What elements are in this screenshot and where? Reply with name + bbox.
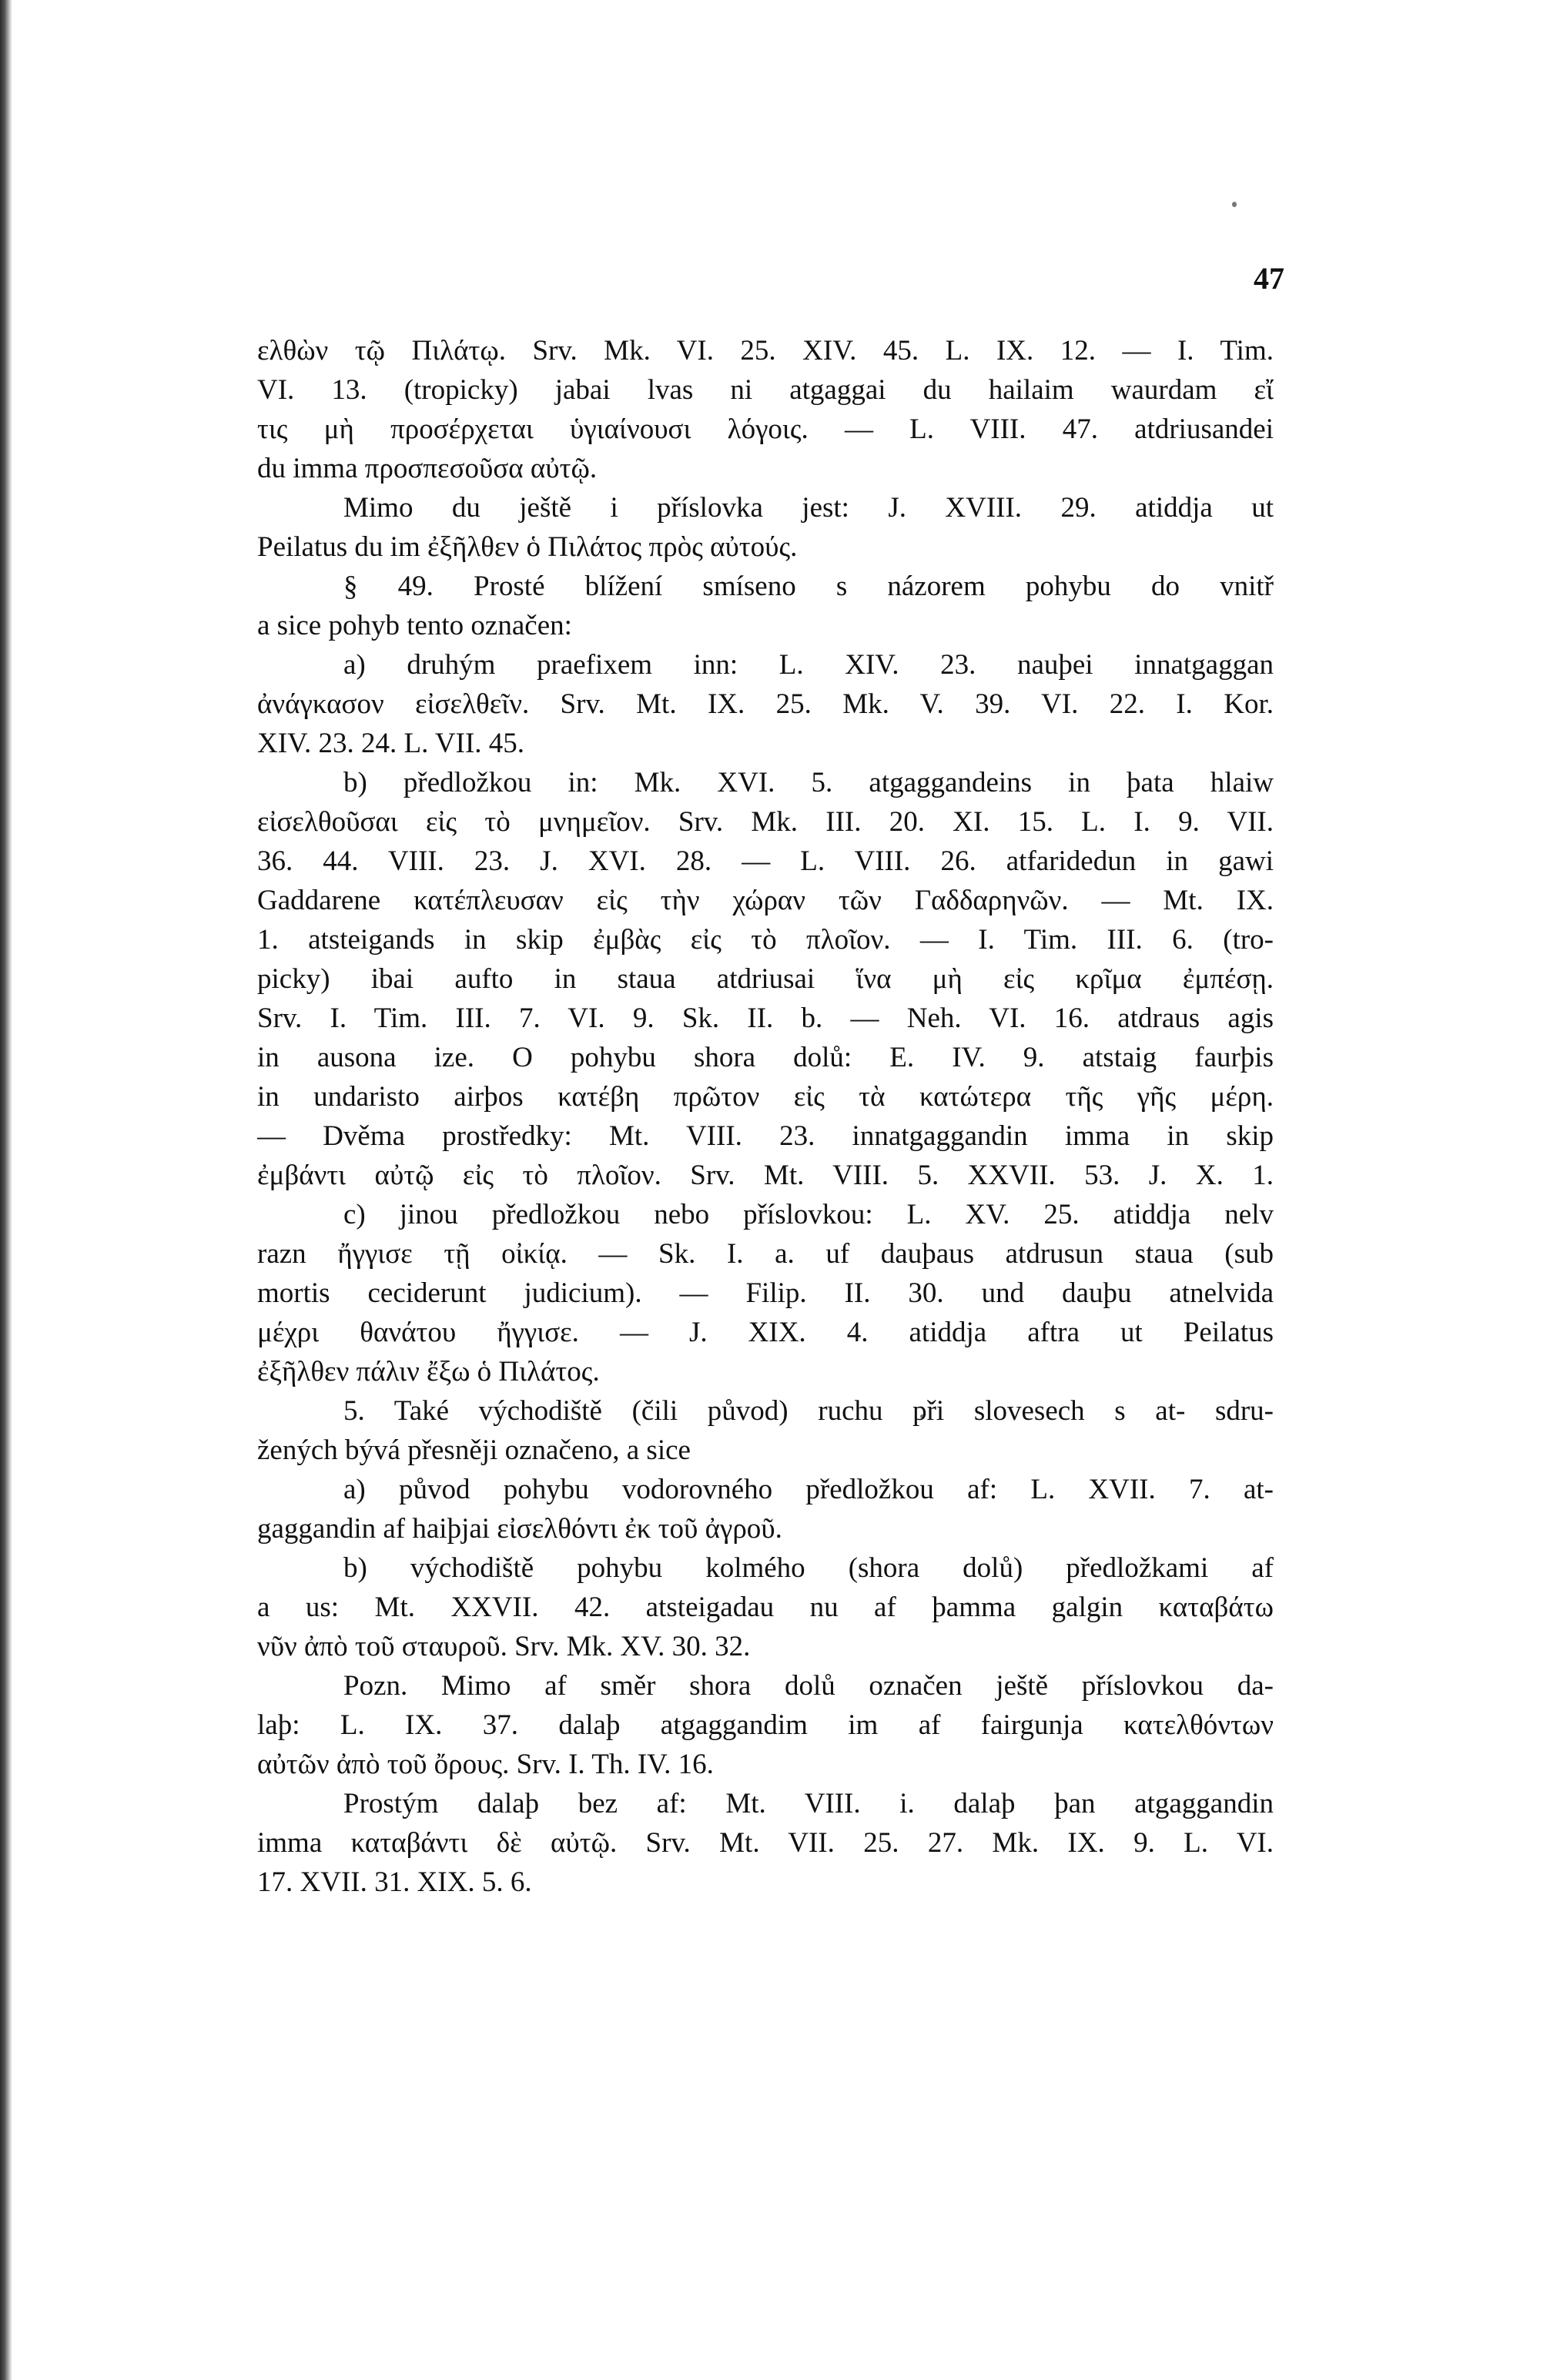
text-line: εἰσελθοῦσαι εἰς τὸ μνημεῖον. Srv. Mk. III. 20. XI. 15. L. I. 9. VII.: [257, 806, 1274, 838]
text-line: a) původ pohybu vodorovného předložkou af: L. XVII. 7. at-: [343, 1474, 1274, 1505]
text-line: ἀνάγκασον εἰσελθεῖν. Srv. Mt. IX. 25. Mk. V. 39. VI. 22. I. Kor.: [257, 688, 1274, 720]
text-line: XIV. 23. 24. L. VII. 45.: [257, 728, 525, 759]
text-line: a sice pohyb tento označen:: [257, 610, 572, 641]
text-line: — Dvěma prostředky: Mt. VIII. 23. innatgaggandin imma in skip: [257, 1120, 1274, 1152]
text-line: b) východiště pohybu kolmého (shora dolů) předložkami af: [343, 1552, 1274, 1584]
text-line: imma καταβάντι δὲ αὐτῷ. Srv. Mt. VII. 25. 27. Mk. IX. 9. L. VI.: [257, 1827, 1274, 1859]
text-line: c) jinou předložkou nebo příslovkou: L. XV. 25. atiddja nelv: [343, 1199, 1274, 1230]
text-line: razn ἤγγισε τῇ οἰκίᾳ. — Sk. I. a. uf dauþaus atdrusun staua (sub: [257, 1238, 1274, 1270]
text-line: 5. Také východiště (čili původ) ruchu při slovesech s at- sdru-: [343, 1395, 1274, 1427]
body-text: [257, 331, 1274, 1902]
text-line: ἐξῆλθεν πάλιν ἔξω ὁ Πιλάτος.: [257, 1356, 600, 1387]
text-line: b) předložkou in: Mk. XVI. 5. atgaggandeins in þata hlaiw: [343, 767, 1274, 798]
text-line: 36. 44. VIII. 23. J. XVI. 28. — L. VIII. 26. atfaridedun in gawi: [257, 845, 1274, 877]
text-line: mortis ceciderunt judicium). — Filip. II. 30. und dauþu atnelvida: [257, 1277, 1274, 1309]
text-line: Pozn. Mimo af směr shora dolů označen ještě příslovkou da-: [343, 1670, 1274, 1702]
text-line: 17. XVII. 31. XIX. 5. 6.: [257, 1866, 532, 1898]
text-line: gaggandin af haiþjai εἰσελθόντι ἐκ τοῦ ἀγροῦ.: [257, 1513, 782, 1545]
text-line: μέχρι θανάτου ἤγγισε. — J. XIX. 4. atiddja aftra ut Peilatus: [257, 1317, 1274, 1348]
scan-binding-edge: [0, 0, 12, 2380]
text-line: Prostým dalaþ bez af: Mt. VIII. i. dalaþ þan atgaggandin: [343, 1788, 1274, 1819]
text-line: laþ: L. IX. 37. dalaþ atgaggandim im af fairgunja κατελθόντων: [257, 1709, 1274, 1741]
text-line: Gaddarene κατέπλευσαν εἰς τὴν χώραν τῶν Γαδδαρηνῶν. — Mt. IX.: [257, 885, 1274, 916]
text-line: du imma προσπεσοῦσα αὐτῷ.: [257, 453, 598, 484]
text-line: τις μὴ προσέρχεται ὑγιαίνουσι λόγοις. — L. VIII. 47. atdriusandei: [257, 413, 1274, 445]
section-heading-line: § 49. Prosté blížení smíseno s názorem pohybu do vnitř: [343, 571, 1274, 602]
text-line: Peilatus du im ἐξῆλθεν ὁ Πιλάτος πρὸς αὐτούς.: [257, 531, 798, 563]
scan-speck: [1232, 202, 1237, 207]
text-line: VI. 13. (tropicky) jabai lvas ni atgaggai du hailaim waurdam εἴ: [257, 374, 1274, 406]
text-line: a us: Mt. XXVII. 42. atsteigadau nu af þamma galgin καταβάτω: [257, 1592, 1274, 1623]
text-line: αὐτῶν ἀπὸ τοῦ ὄρους. Srv. I. Th. IV. 16.: [257, 1749, 714, 1780]
text-line: picky) ibai aufto in staua atdriusai ἵνα μὴ εἰς κρῖμα ἐμπέσῃ.: [257, 963, 1274, 995]
text-line: Srv. I. Tim. III. 7. VI. 9. Sk. II. b. — Neh. VI. 16. atdraus agis: [257, 1003, 1274, 1034]
text-line: ελθὼν τῷ Πιλάτῳ. Srv. Mk. VI. 25. XIV. 45. L. IX. 12. — I. Tim.: [257, 335, 1274, 367]
text-line: žených bývá přesněji označeno, a sice: [257, 1434, 691, 1466]
text-line: ἐμβάντι αὐτῷ εἰς τὸ πλοῖον. Srv. Mt. VIII. 5. XXVII. 53. J. X. 1.: [257, 1160, 1274, 1191]
text-line: a) druhým praefixem inn: L. XIV. 23. nauþei innatgaggan: [343, 649, 1274, 681]
text-line: 1. atsteigands in skip ἐμβὰς εἰς τὸ πλοῖον. — I. Tim. III. 6. (tro-: [257, 924, 1274, 956]
text-line: νῦν ἀπὸ τοῦ σταυροῦ. Srv. Mk. XV. 30. 32.: [257, 1631, 751, 1662]
text-line: in undaristo airþos κατέβη πρῶτον εἰς τὰ κατώτερα τῆς γῆς μέρη.: [257, 1081, 1274, 1113]
page-number: 47: [1254, 261, 1284, 296]
text-line: in ausona ize. O pohybu shora dolů: E. IV. 9. atstaig faurþis: [257, 1042, 1274, 1073]
text-line: Mimo du ještě i příslovka jest: J. XVIII. 29. atiddja ut: [343, 492, 1274, 524]
